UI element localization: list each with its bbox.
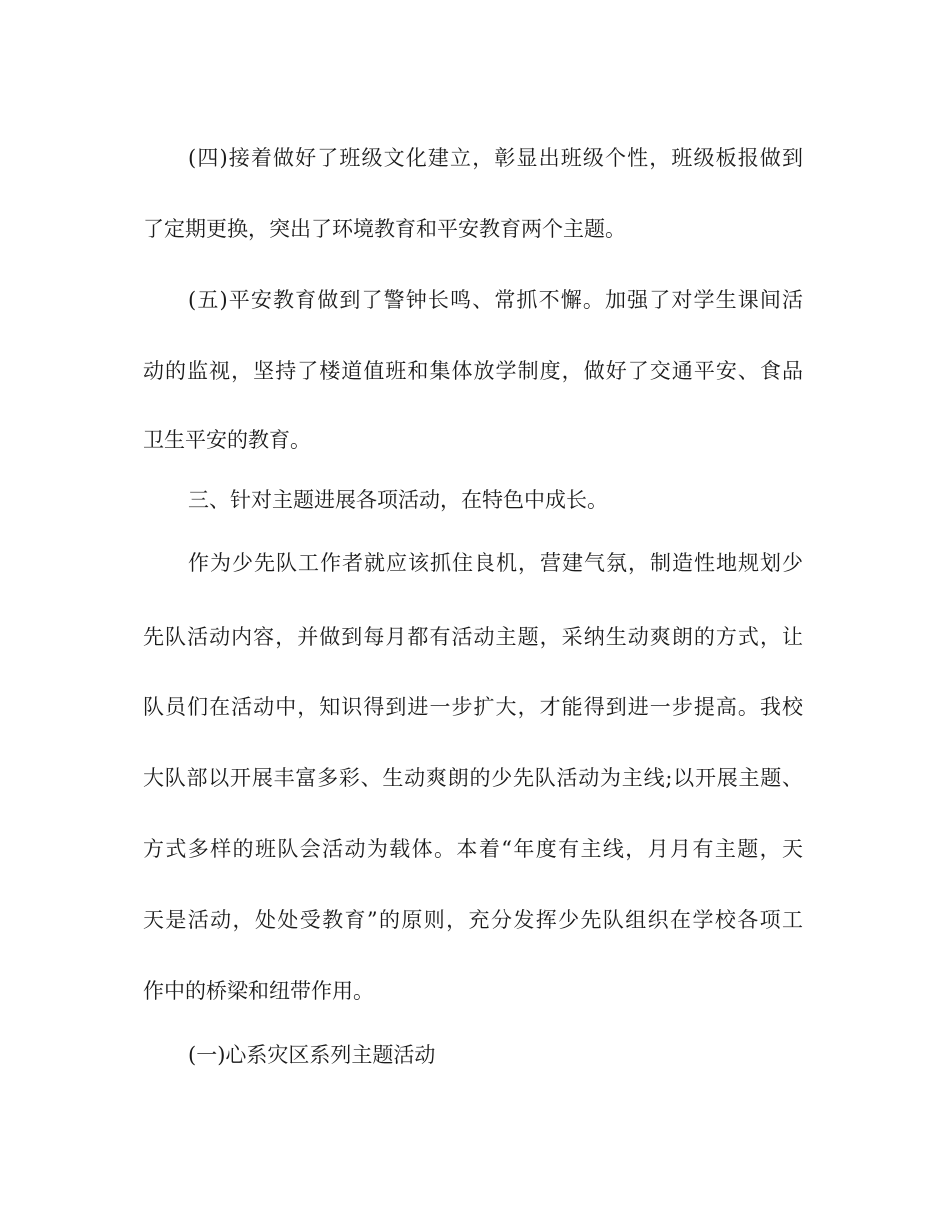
paragraph-line: 大队部以开展丰富多彩、生动爽朗的少先队活动为主线;以开展主题、 (143, 766, 803, 790)
paragraph-line: 作中的桥梁和纽带作用。 (143, 979, 374, 1003)
paragraph-line: 天是活动，处处受教育”的原则，充分发挥少先队组织在学校各项工 (143, 908, 803, 932)
subsection-heading: (一)心系灾区系列主题活动 (188, 1043, 436, 1067)
paragraph-line: 方式多样的班队会活动为载体。本着“年度有主线，月月有主题，天 (143, 837, 803, 861)
paragraph-line: (五)平安教育做到了警钟长鸣、常抓不懈。加强了对学生课间活 (188, 288, 803, 312)
paragraph-line: 队员们在活动中，知识得到进一步扩大，才能得到进一步提高。我校 (143, 695, 803, 719)
paragraph-line: 作为少先队工作者就应该抓住良机，营建气氛，制造性地规划少 (188, 551, 803, 575)
paragraph-line: 卫生平安的教育。 (143, 428, 311, 452)
paragraph-line: 动的监视，坚持了楼道值班和集体放学制度，做好了交通平安、食品 (143, 359, 803, 383)
paragraph-line: 先队活动内容，并做到每月都有活动主题，采纳生动爽朗的方式，让 (143, 625, 803, 649)
paragraph-line: 了定期更换，突出了环境教育和平安教育两个主题。 (143, 217, 626, 241)
section-heading: 三、针对主题进展各项活动，在特色中成长。 (188, 488, 608, 512)
paragraph-line: (四)接着做好了班级文化建立，彰显出班级个性，班级板报做到 (188, 146, 803, 170)
